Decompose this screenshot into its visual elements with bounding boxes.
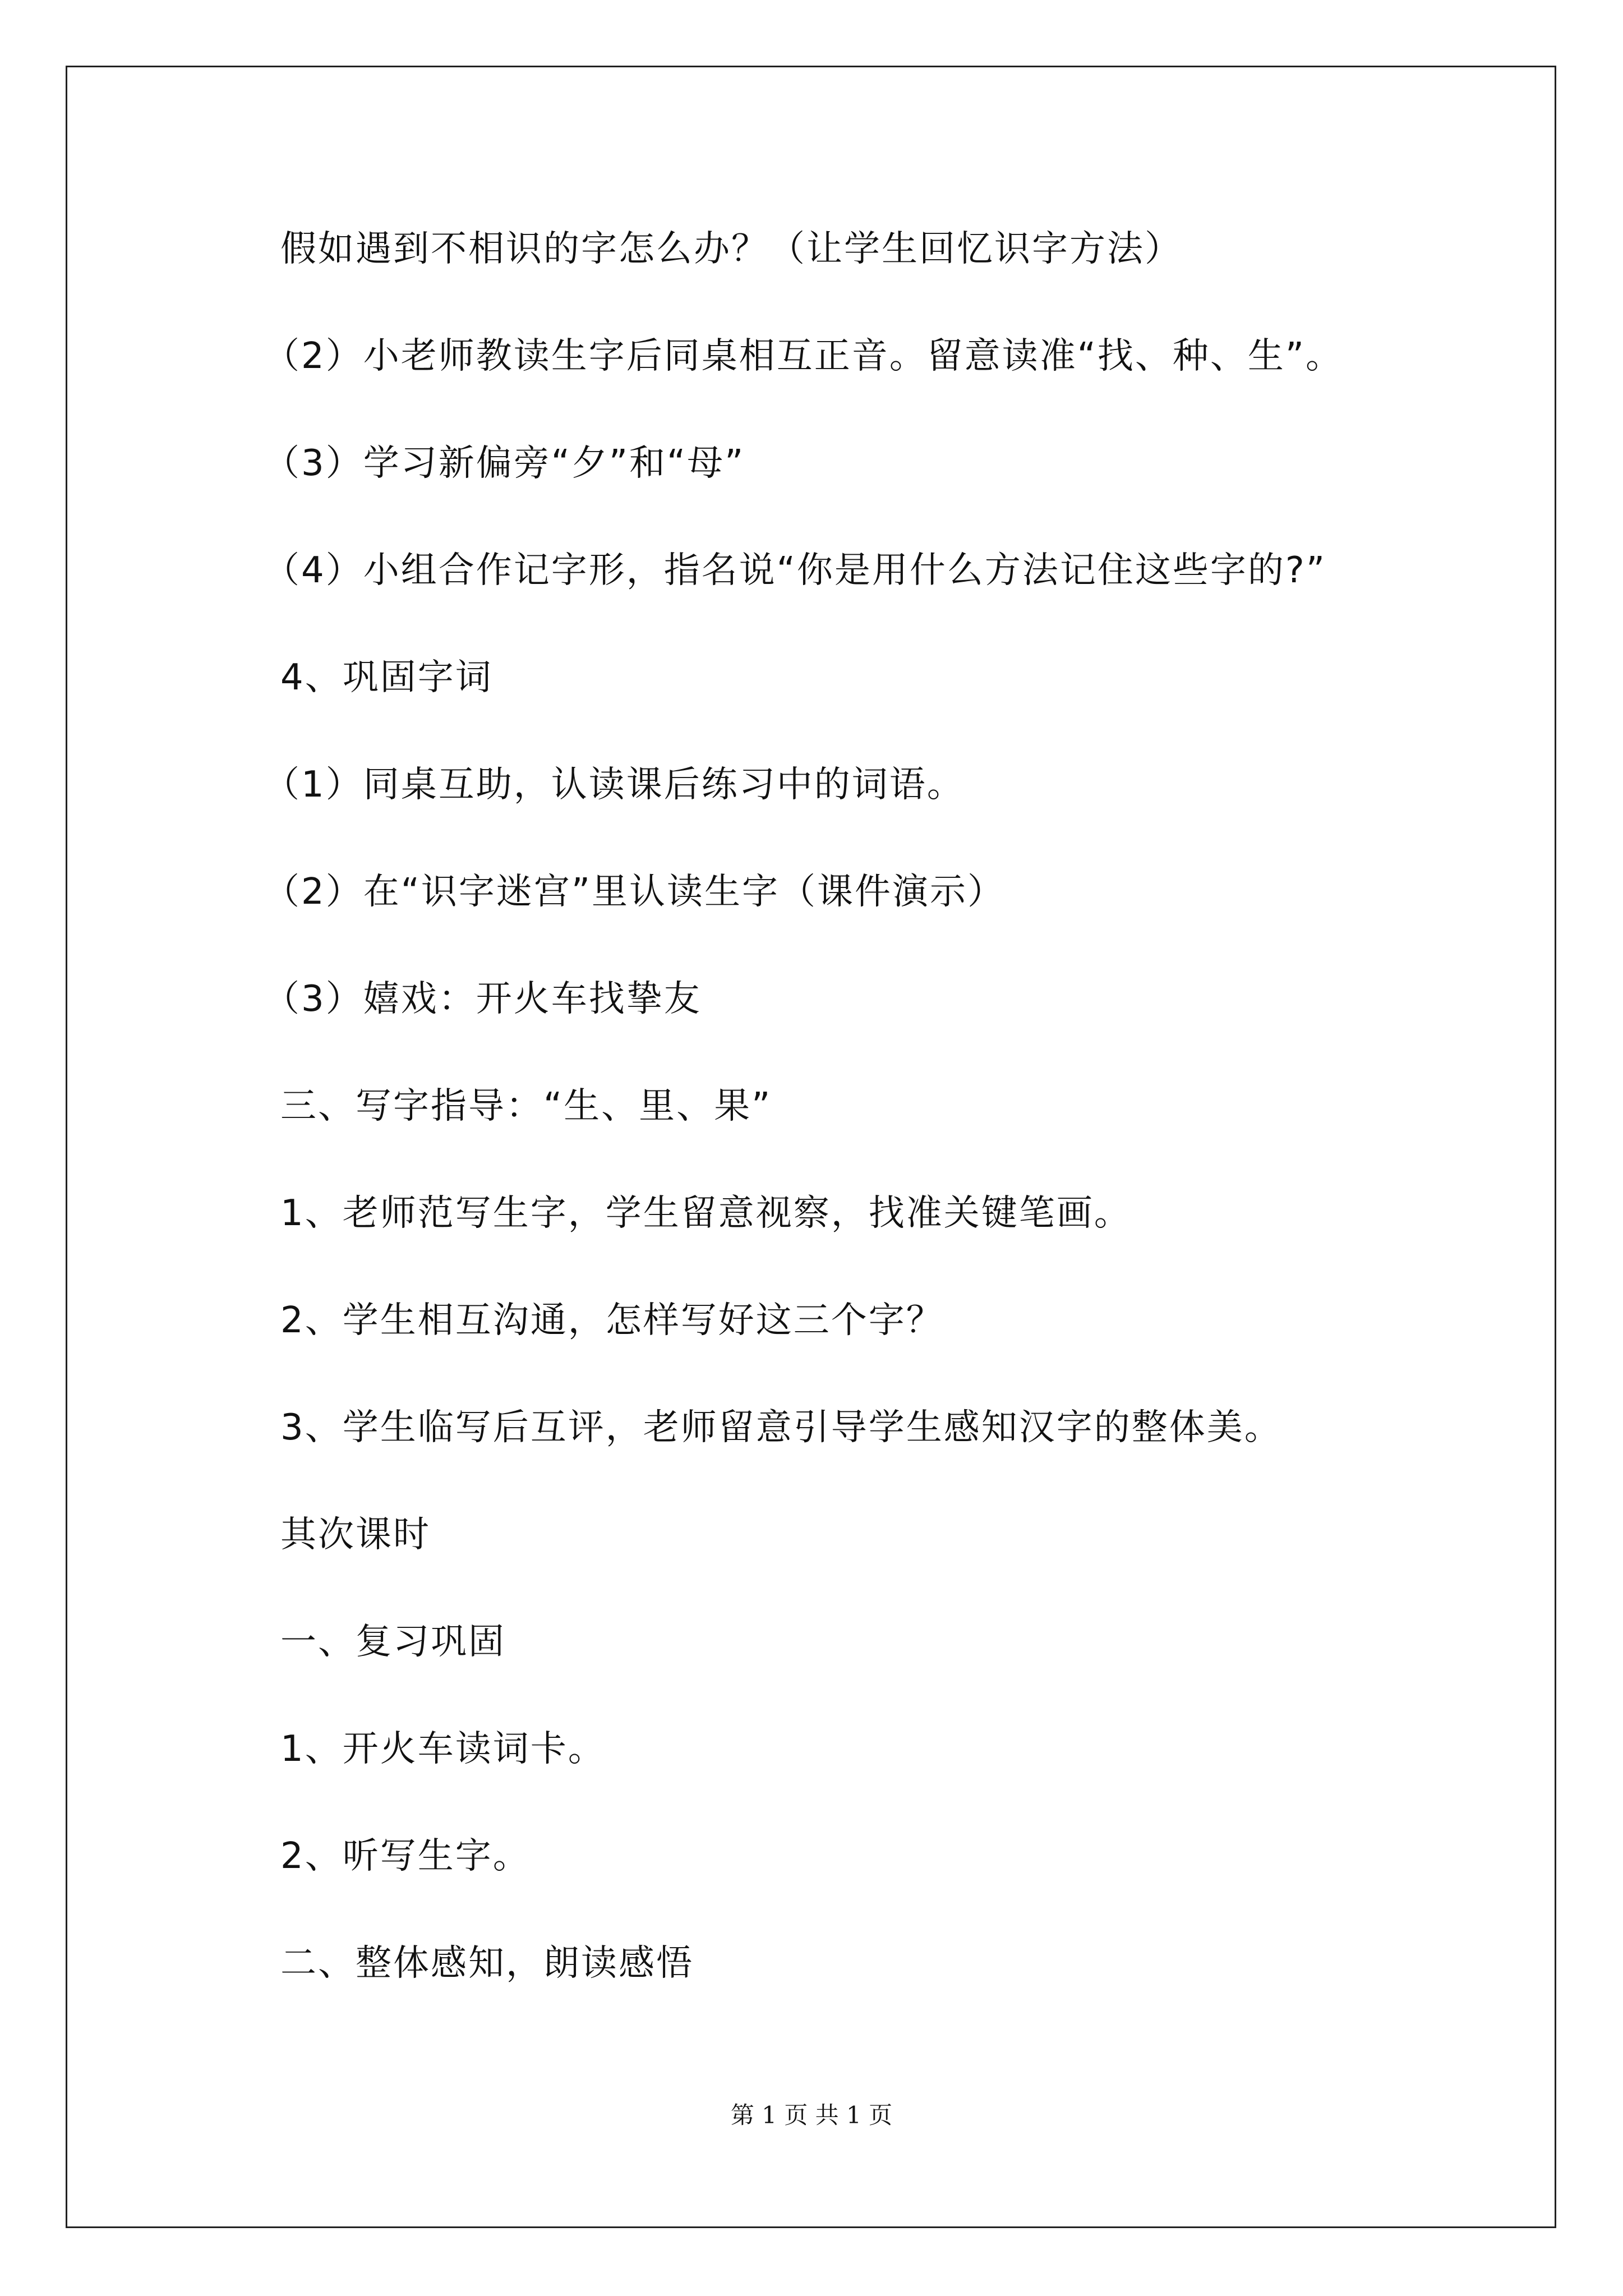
text-line-13: 其次课时 <box>280 1514 431 1556</box>
text-line-4: （4）小组合作记字形，指名说“你是用什么方法记住这些字的?” <box>264 550 1326 591</box>
text-line-15: 1、开火车读词卡。 <box>280 1728 606 1770</box>
page-border <box>66 66 1556 2228</box>
text-line-6: （1）同桌互助，认读课后练习中的词语。 <box>264 764 965 806</box>
text-line-14: 一、复习巩固 <box>280 1621 506 1663</box>
text-line-11: 2、学生相互沟通，怎样写好这三个字？ <box>280 1300 944 1341</box>
text-line-5: 4、巩固字词 <box>280 657 493 698</box>
text-line-1: 假如遇到不相识的字怎么办？（让学生回忆识字方法） <box>280 228 1182 270</box>
text-line-8: （3）嬉戏：开火车找挚友 <box>264 978 702 1020</box>
text-line-16: 2、听写生字。 <box>280 1835 531 1877</box>
text-line-9: 三、写字指导：“生、里、果” <box>280 1085 772 1127</box>
text-line-7: （2）在“识字迷宫”里认读生字（课件演示） <box>264 871 1006 913</box>
text-line-10: 1、老师范写生字，学生留意视察，找准关键笔画。 <box>280 1193 1132 1234</box>
page-footer: 第 1 页 共 1 页 <box>730 2101 893 2129</box>
text-line-2: （2）小老师教读生字后同桌相互正音。留意读准“找、种、生”。 <box>264 335 1344 377</box>
text-line-17: 二、整体感知，朗读感悟 <box>280 1943 694 1984</box>
text-line-3: （3）学习新偏旁“夕”和“母” <box>264 443 745 484</box>
text-line-12: 3、学生临写后互评，老师留意引导学生感知汉字的整体美。 <box>280 1407 1282 1448</box>
